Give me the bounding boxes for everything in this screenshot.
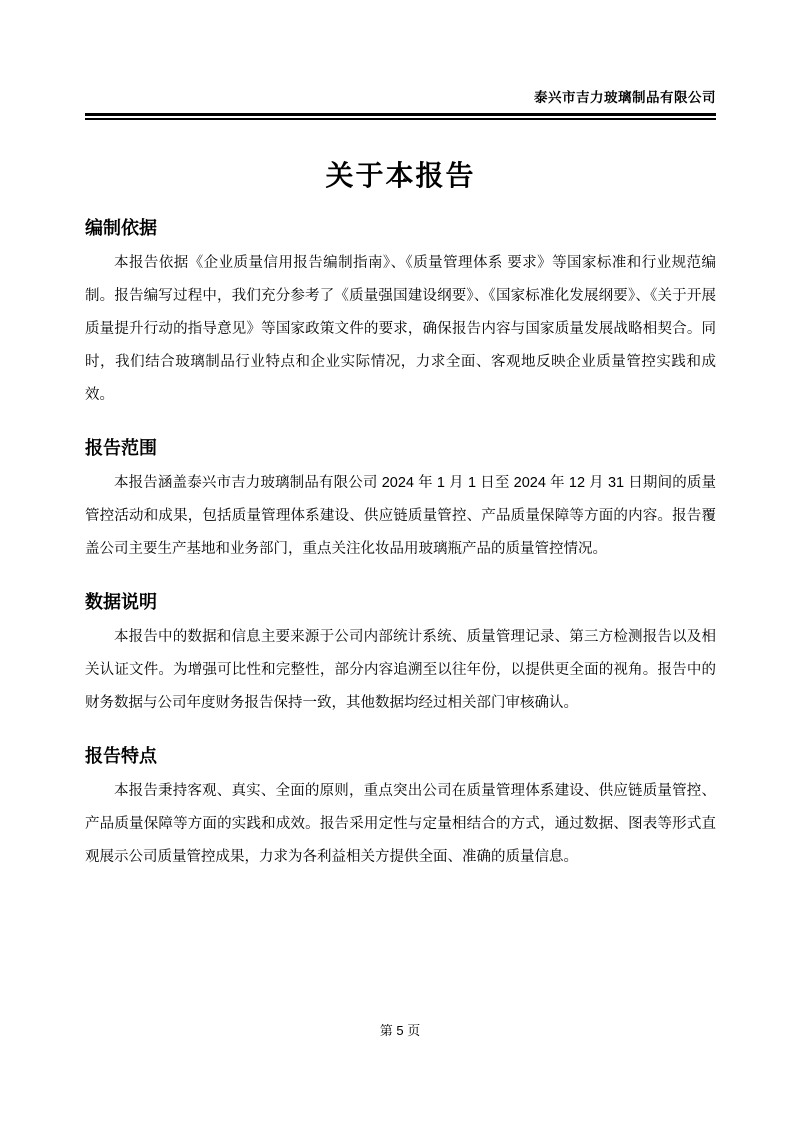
header-divider-thin-line bbox=[85, 118, 716, 120]
section-features bbox=[85, 745, 716, 874]
section-heading-data-notes: 数据说明 bbox=[85, 592, 157, 612]
section-body-features: 本报告秉持客观、真实、全面的原则，重点突出公司在质量管理体系建设、供应链质量管控、产品质量保障等方面的实践和成效。报告采用定性与定量相结合的方式，通过数据、图表等形式直观展示公司质量管控成果，力求为各利益相关方提供全面、准确的质量信息。 bbox=[85, 783, 716, 865]
header-divider bbox=[85, 113, 716, 120]
page-header bbox=[85, 0, 716, 120]
page-number: 第 5 页 bbox=[379, 1023, 421, 1038]
section-body-data-notes: 本报告中的数据和信息主要来源于公司内部统计系统、质量管理记录、第三方检测报告以及相关认证文件。为增强可比性和完整性，部分内容追溯至以往年份，以提供更全面的视角。报告中的财务数据与公司年度财务报告保持一致，其他数据均经过相关部门审核确认。 bbox=[85, 629, 716, 711]
company-name: 泰兴市吉力玻璃制品有限公司 bbox=[534, 90, 716, 105]
section-data-notes bbox=[85, 591, 716, 720]
page-title: 关于本报告 bbox=[325, 160, 476, 191]
section-heading-basis: 编制依据 bbox=[85, 218, 157, 238]
section-basis bbox=[85, 217, 716, 412]
section-scope bbox=[85, 437, 716, 566]
section-heading-scope: 报告范围 bbox=[85, 438, 157, 458]
section-body-basis: 本报告依据《企业质量信用报告编制指南》、《质量管理体系 要求》等国家标准和行业规范编制。报告编写过程中，我们充分参考了《质量强国建设纲要》、《国家标准化发展纲要》、《关于开展质量提升行动的指导意见》等国家政策文件的要求，确保报告内容与国家质量发展战略相契合。同时，我们结合玻璃制品行业特点和企业实际情况，力求全面、客观地反映企业质量管控实践和成效。 bbox=[85, 255, 716, 403]
section-heading-features: 报告特点 bbox=[85, 746, 157, 766]
section-body-scope: 本报告涵盖泰兴市吉力玻璃制品有限公司 2024 年 1 月 1 日至 2024 年 12 月 31 日期间的质量管控活动和成果，包括质量管理体系建设、供应链质量管控、产品质量保障等方面的内容。报告覆盖公司主要生产基地和业务部门，重点关注化妆品用玻璃瓶产品的质量管控情况。 bbox=[85, 475, 716, 557]
